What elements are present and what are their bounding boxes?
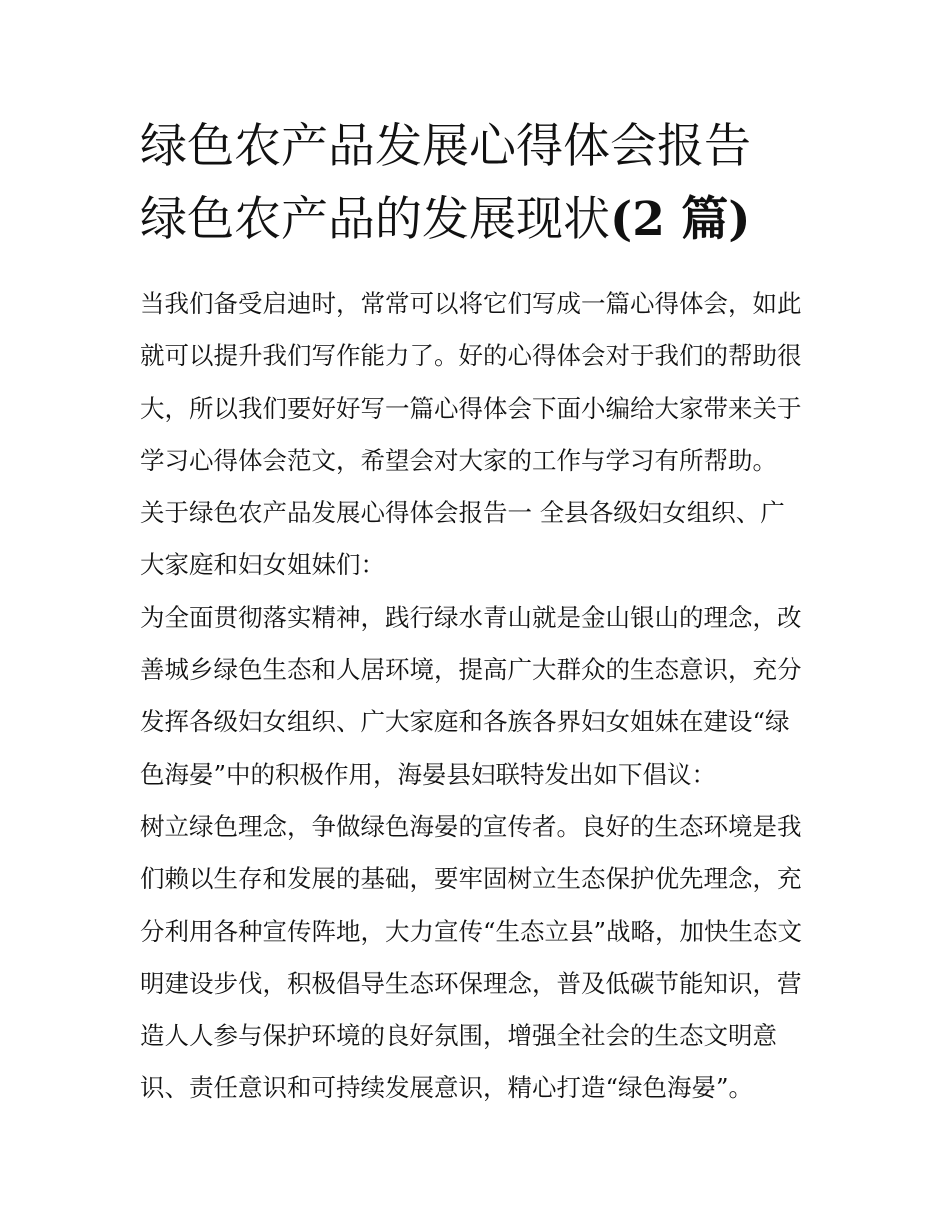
body-line: 就可以提升我们写作能力了。好的心得体会对于我们的帮助很 <box>140 341 802 371</box>
body-line: 学习心得体会范文，希望会对大家的工作与学习有所帮助。 <box>140 445 777 475</box>
body-line: 识、责任意识和可持续发展意识，精心打造“绿色海晏”。 <box>140 1073 754 1103</box>
title-line-2 <box>140 183 820 256</box>
document-title <box>140 110 820 256</box>
body-line: 明建设步伐，积极倡导生态环保理念，普及低碳节能知识，营 <box>140 968 802 998</box>
body-line: 分利用各种宣传阵地，大力宣传“生态立县”战略，加快生态文 <box>140 916 803 946</box>
body-line: 关于绿色农产品发展心得体会报告一 全县各级妇女组织、广 <box>140 498 785 528</box>
body-line: 们赖以生存和发展的基础，要牢固树立生态保护优先理念，充 <box>140 864 802 894</box>
body-line: 造人人参与保护环境的良好氛围，增强全社会的生态文明意 <box>140 1021 777 1051</box>
body-line: 大，所以我们要好好写一篇心得体会下面小编给大家带来关于 <box>140 393 802 423</box>
body-line: 发挥各级妇女组织、广大家庭和各族各界妇女姐妹在建设“绿 <box>140 707 790 737</box>
document-body <box>140 278 820 1115</box>
title-article-count: (2 篇) <box>610 192 751 247</box>
body-line: 为全面贯彻落实精神，践行绿水青山就是金山银山的理念，改 <box>140 602 802 632</box>
body-line: 当我们备受启迪时，常常可以将它们写成一篇心得体会，如此 <box>140 289 802 318</box>
document-content <box>140 110 820 1115</box>
title-line-1: 绿色农产品发展心得体会报告 <box>140 119 751 174</box>
body-line: 树立绿色理念，争做绿色海晏的宣传者。良好的生态环境是我 <box>140 811 802 841</box>
body-line: 大家庭和妇女姐妹们： <box>140 550 385 580</box>
body-line: 色海晏”中的积极作用，海晏县妇联特发出如下倡议： <box>140 759 717 789</box>
body-line: 善城乡绿色生态和人居环境，提高广大群众的生态意识，充分 <box>140 655 802 685</box>
title-line-2-main: 绿色农产品的发展现状 <box>140 192 610 247</box>
